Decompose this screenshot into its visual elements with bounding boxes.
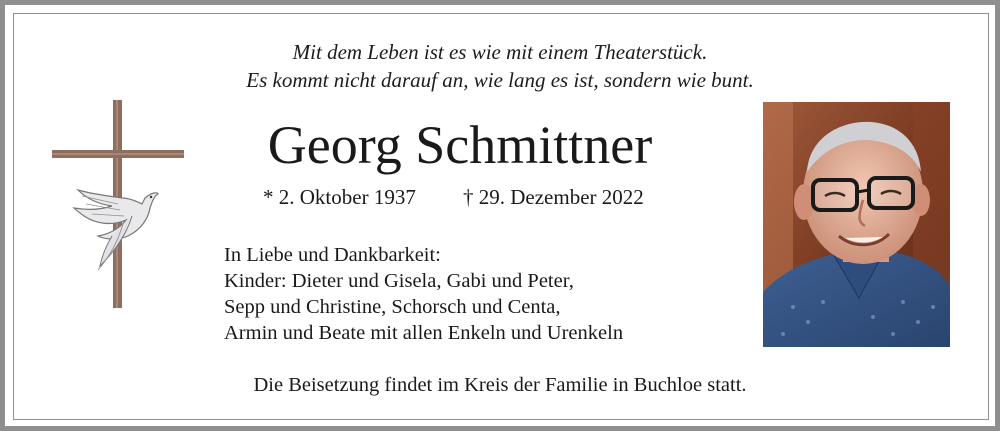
burial-note: Die Beisetzung findet im Kreis der Familie in Buchloe statt. <box>253 374 747 396</box>
quote-line-2: Es kommt nicht darauf an, wie lang es ist, sondern wie bunt. <box>246 68 754 92</box>
family-line: Sepp und Christine, Schorsch und Centa, <box>224 296 561 318</box>
family-line: Armin und Beate mit allen Enkeln und Urenkeln <box>224 322 624 344</box>
family-line: In Liebe und Dankbarkeit: <box>224 244 441 266</box>
deceased-name: Georg Schmittner <box>267 115 653 175</box>
birth-date: * 2. Oktober 1937 <box>263 185 416 209</box>
family-line: Kinder: Dieter und Gisela, Gabi und Peter, <box>224 270 574 292</box>
death-date: † 29. Dezember 2022 <box>463 185 644 209</box>
portrait-photo <box>763 102 950 347</box>
quote-line-1: Mit dem Leben ist es wie mit einem Theaterstück. <box>292 40 708 64</box>
cross-with-dove-icon <box>40 98 200 318</box>
